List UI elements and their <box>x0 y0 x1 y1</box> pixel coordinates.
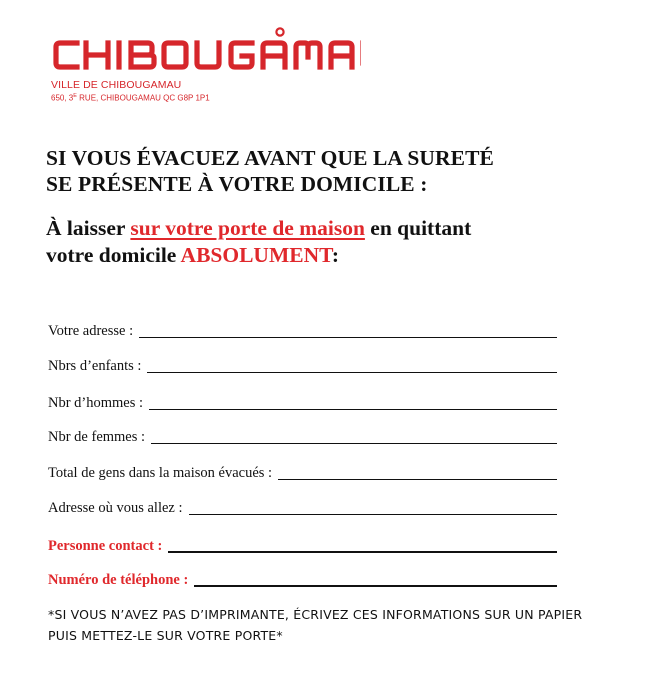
field-label: Adresse où vous allez : <box>48 500 183 516</box>
field-label: Nbr de femmes : <box>48 429 146 445</box>
field-contact-person[interactable] <box>48 537 557 555</box>
field-men-count[interactable] <box>48 394 557 412</box>
field-destination-address[interactable] <box>48 499 557 517</box>
blank-line[interactable] <box>149 395 557 410</box>
field-phone-number[interactable] <box>48 571 557 589</box>
blank-line[interactable] <box>147 358 557 373</box>
subheading: À laisser sur votre porte de maison en quittant votre domicile ABSOLUMENT: <box>46 216 472 267</box>
chibougamau-wordmark-logo <box>51 27 361 75</box>
blank-line[interactable] <box>168 537 557 553</box>
printer-note: *SI VOUS N’AVEZ PAS D’IMPRIMANTE, ÉCRIVEZ CES INFORMATIONS SUR UN PAPIER PUIS METTEZ-LE SUR VOTRE PORTE* <box>48 607 583 643</box>
org-address: 650, $3^E$ RUE, CHIBOUGAMAU QC G8P 1P1 <box>51 93 210 103</box>
blank-line[interactable] <box>278 465 557 480</box>
logo-ring-icon <box>276 28 283 35</box>
field-total-evacuated[interactable] <box>48 464 557 482</box>
field-label: Nbr d’hommes : <box>48 395 144 411</box>
blank-line[interactable] <box>139 323 557 338</box>
field-label: Personne contact : <box>48 538 163 554</box>
field-children-count[interactable] <box>48 357 557 375</box>
blank-line[interactable] <box>151 429 557 444</box>
page-heading <box>46 145 494 197</box>
org-name: VILLE DE CHIBOUGAMAU <box>51 79 182 91</box>
field-address[interactable] <box>48 322 557 340</box>
blank-line[interactable] <box>194 571 557 587</box>
heading-line-1: SI VOUS ÉVACUEZ AVANT QUE LA SURETÉ <box>46 146 494 170</box>
blank-line[interactable] <box>189 500 558 515</box>
city-logo <box>51 27 361 75</box>
field-label: Numéro de téléphone : <box>48 572 189 588</box>
org-info <box>51 79 210 104</box>
absolutely-emphasis: ABSOLUMENT <box>180 243 332 267</box>
door-highlight: sur votre porte de maison <box>130 216 365 240</box>
field-label: Nbrs d’enfants : <box>48 358 142 374</box>
heading-line-2: SE PRÉSENTE À VOTRE DOMICILE : <box>46 172 428 196</box>
field-label: Total de gens dans la maison évacués : <box>48 465 273 481</box>
field-women-count[interactable] <box>48 428 557 446</box>
field-label: Votre adresse : <box>48 323 134 339</box>
